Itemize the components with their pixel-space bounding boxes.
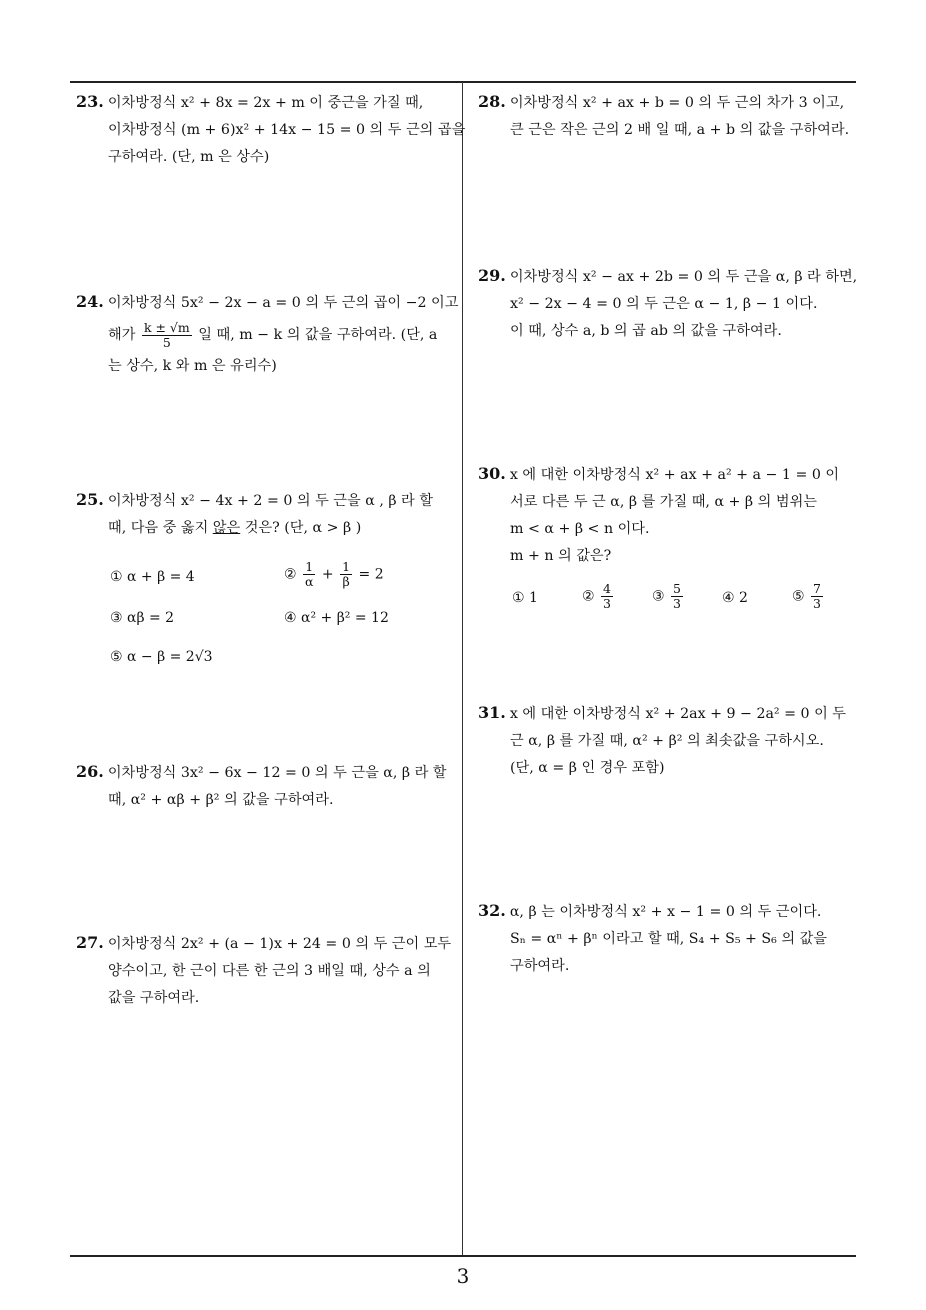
fraction	[811, 582, 823, 611]
underlined-word: 않은	[212, 520, 241, 536]
question-text: 서로 다른 두 근 α, β 를 가질 때, α + β 의 범위는	[510, 494, 817, 510]
question-number: 29.	[478, 266, 506, 285]
question-text: 값을 구하여라.	[108, 990, 200, 1006]
fraction-numerator: 7	[813, 581, 821, 596]
fraction-numerator: 5	[673, 581, 681, 596]
fraction	[142, 321, 192, 350]
question-text: m + n 의 값은?	[510, 548, 612, 564]
question-text: 해가	[108, 327, 136, 343]
question-text: 구하여라. (단, m 은 상수)	[108, 149, 270, 165]
fraction	[671, 582, 683, 611]
question-text: 일 때, m − k 의 값을 구하여라. (단, a	[198, 327, 438, 343]
question-text: 는 상수, k 와 m 은 유리수)	[108, 358, 277, 374]
question-text: 이차방정식 (m + 6)x² + 14x − 15 = 0 의 두 근의 곱을	[108, 122, 466, 138]
question-25	[76, 486, 458, 542]
question-text: 이차방정식 x² − 4x + 2 = 0 의 두 근을 α , β 라 할	[107, 493, 433, 509]
column-divider	[462, 82, 463, 1256]
question-text: 이차방정식 2x² + (a − 1)x + 24 = 0 의 두 근이 모두	[107, 936, 452, 952]
question-text: (단, α = β 인 경우 포함)	[510, 760, 665, 776]
question-23	[76, 88, 466, 171]
question-number: 27.	[76, 933, 104, 952]
bottom-rule	[70, 1255, 856, 1257]
fraction-denominator: 3	[603, 596, 611, 611]
fraction	[601, 582, 613, 611]
question-29	[478, 262, 862, 345]
question-text: 구하여라.	[510, 958, 570, 974]
question-number: 32.	[478, 901, 506, 920]
fraction-denominator: 3	[813, 596, 821, 611]
plus-sign: +	[321, 566, 334, 583]
question-text: x 에 대한 이차방정식 x² + 2ax + 9 − 2a² = 0 이 두	[509, 706, 846, 722]
question-text: x 에 대한 이차방정식 x² + ax + a² + a − 1 = 0 이	[509, 467, 840, 483]
question-31	[478, 699, 862, 782]
question-number: 26.	[76, 762, 104, 781]
question-number: 31.	[478, 703, 506, 722]
choice-3: ③ αβ = 2	[110, 610, 175, 626]
page-number: 3	[456, 1264, 470, 1288]
question-text: 양수이고, 한 근이 다른 한 근의 3 배일 때, 상수 a 의	[108, 963, 431, 979]
question-30	[478, 460, 862, 570]
choice-4: ④ 2	[722, 590, 748, 606]
fraction-numerator: k ± √m	[143, 319, 190, 335]
fraction-numerator: 1	[303, 560, 315, 575]
question-text: 이차방정식 x² + 8x = 2x + m 이 중근을 가질 때,	[107, 95, 424, 111]
question-text: 근 α, β 를 가질 때, α² + β² 의 최솟값을 구하시오.	[510, 733, 824, 749]
question-text: 큰 근은 작은 근의 2 배 일 때, a + b 의 값을 구하여라.	[510, 122, 850, 138]
question-number: 25.	[76, 490, 104, 509]
fraction-denominator: α	[305, 574, 314, 589]
question-text: 이차방정식 x² − ax + 2b = 0 의 두 근을 α, β 라 하면,	[509, 269, 858, 285]
question-text: 때, α² + αβ + β² 의 값을 구하여라.	[108, 792, 334, 808]
question-32	[478, 897, 862, 980]
choice-marker: ⑤	[792, 588, 805, 605]
choice-1: ① 1	[512, 590, 538, 606]
equation-rhs: = 2	[358, 566, 384, 583]
choice-3	[652, 582, 685, 611]
question-text: Sₙ = αⁿ + βⁿ 이라고 할 때, S₄ + S₅ + S₆ 의 값을	[510, 931, 827, 947]
fraction	[340, 560, 352, 589]
choice-2	[582, 582, 615, 611]
question-27	[76, 929, 458, 1012]
question-text: α, β 는 이차방정식 x² + x − 1 = 0 의 두 근이다.	[509, 904, 822, 920]
fraction-denominator: β	[342, 574, 350, 589]
choice-5	[792, 582, 825, 611]
choice-marker: ③	[652, 588, 665, 605]
fraction	[303, 560, 315, 589]
question-text: x² − 2x − 4 = 0 의 두 근은 α − 1, β − 1 이다.	[510, 296, 818, 312]
question-text: m < α + β < n 이다.	[510, 521, 650, 537]
fraction-denominator: 3	[673, 596, 681, 611]
choice-marker: ②	[582, 588, 595, 605]
fraction-denominator: 5	[162, 334, 171, 350]
choice-1: ① α + β = 4	[110, 569, 195, 585]
question-text: 때, 다음 중 옳지	[108, 520, 209, 536]
question-text: 것은? (단, α > β )	[244, 520, 362, 536]
question-text: 이차방정식 x² + ax + b = 0 의 두 근의 차가 3 이고,	[509, 95, 845, 111]
choice-marker: ②	[284, 566, 297, 583]
question-number: 24.	[76, 292, 104, 311]
question-26	[76, 758, 458, 814]
question-28	[478, 88, 862, 144]
top-rule	[70, 81, 856, 83]
choice-4: ④ α² + β² = 12	[284, 610, 389, 626]
choice-2	[284, 560, 384, 589]
question-24	[76, 288, 458, 380]
question-number: 23.	[76, 92, 104, 111]
fraction-numerator: 4	[603, 581, 611, 596]
question-text: 이차방정식 5x² − 2x − a = 0 의 두 근의 곱이 −2 이고	[107, 295, 459, 311]
question-text: 이차방정식 3x² − 6x − 12 = 0 의 두 근을 α, β 라 할	[107, 765, 447, 781]
fraction-numerator: 1	[342, 559, 351, 574]
choice-5: ⑤ α − β = 2√3	[110, 649, 213, 665]
question-number: 28.	[478, 92, 506, 111]
question-number: 30.	[478, 464, 506, 483]
question-text: 이 때, 상수 a, b 의 곱 ab 의 값을 구하여라.	[510, 323, 782, 339]
